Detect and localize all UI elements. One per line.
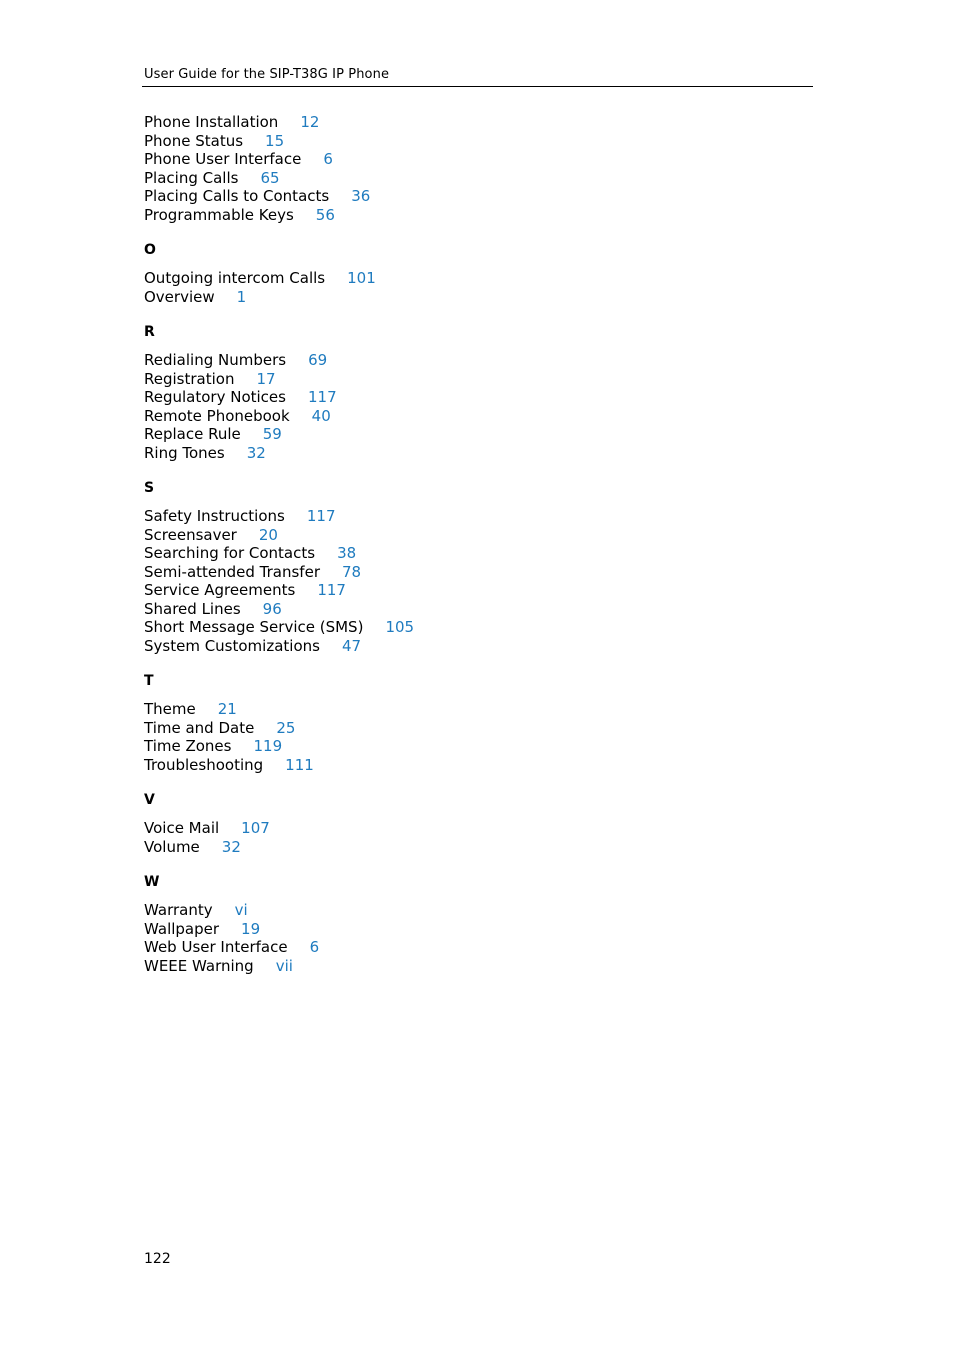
index-page-link[interactable]: 38 xyxy=(337,544,357,562)
index-entry xyxy=(144,838,414,857)
index-page-link[interactable]: 15 xyxy=(265,131,285,150)
index-entry xyxy=(144,563,414,582)
index-page-link[interactable]: 101 xyxy=(347,269,376,287)
index-entry xyxy=(144,113,414,132)
index-term: Phone Installation xyxy=(144,113,279,131)
index-term: Shared Lines xyxy=(144,599,241,618)
page-number: 122 xyxy=(144,1251,171,1267)
index-page-link[interactable]: 6 xyxy=(323,150,333,168)
index-term: Phone Status xyxy=(144,131,244,150)
index-page-link[interactable]: 119 xyxy=(253,737,283,755)
index-page-link[interactable]: 21 xyxy=(217,700,237,718)
index-term: Warranty xyxy=(144,901,213,919)
index-page-link[interactable]: 1 xyxy=(236,287,247,306)
index-section-t xyxy=(144,673,414,774)
index-entry xyxy=(144,526,414,545)
index-page-link[interactable]: 40 xyxy=(311,406,331,425)
index-page-link[interactable]: 117 xyxy=(307,388,337,406)
index-term: Replace Rule xyxy=(144,425,241,443)
index-page-link[interactable]: vi xyxy=(234,901,248,919)
index-term: WEEE Warning xyxy=(144,956,254,975)
index-entry xyxy=(144,206,414,225)
index-term: Screensaver xyxy=(144,525,237,544)
index-entry xyxy=(144,901,414,920)
index-entry xyxy=(144,600,414,619)
index-term: Registration xyxy=(144,369,235,388)
index-term: Time and Date xyxy=(144,718,255,737)
index-section-o xyxy=(144,242,414,306)
header-divider xyxy=(142,86,813,87)
index-term: Overview xyxy=(144,287,215,306)
index-entry xyxy=(144,132,414,151)
section-letter: T xyxy=(144,673,154,689)
index-term: Wallpaper xyxy=(144,919,220,938)
index-entry xyxy=(144,700,414,719)
index-page-link[interactable]: 105 xyxy=(385,618,415,636)
index-section-v xyxy=(144,792,414,856)
index-entry xyxy=(144,150,414,169)
index-entry xyxy=(144,756,414,775)
index-term: Theme xyxy=(144,700,196,718)
index-entry xyxy=(144,507,414,526)
index-entry xyxy=(144,618,414,637)
index-entry xyxy=(144,581,414,600)
index-term: Short Message Service (SMS) xyxy=(144,618,364,636)
index-page-link[interactable]: 20 xyxy=(258,525,278,544)
page-header-title: User Guide for the SIP-T38G IP Phone xyxy=(144,67,390,82)
index-term: Searching for Contacts xyxy=(144,544,316,562)
index-term: Voice Mail xyxy=(144,819,220,837)
index-section-r xyxy=(144,324,414,462)
index-entry xyxy=(144,425,414,444)
index-page-link[interactable]: 78 xyxy=(342,562,362,581)
index-entry xyxy=(144,737,414,756)
index-page-link[interactable]: 96 xyxy=(262,599,282,618)
index-page-link[interactable]: 47 xyxy=(341,636,362,655)
index-page-link[interactable]: 19 xyxy=(241,919,261,938)
index-page-link[interactable]: 117 xyxy=(306,507,336,525)
index-page-link[interactable]: 65 xyxy=(260,168,280,187)
section-letter: W xyxy=(144,874,160,890)
index-term: Semi-attended Transfer xyxy=(144,562,320,581)
index-section-w xyxy=(144,874,414,975)
index-section-continued xyxy=(144,113,414,224)
index-page-link[interactable]: 69 xyxy=(308,351,328,369)
index-entry xyxy=(144,819,414,838)
index-term: Regulatory Notices xyxy=(144,388,286,406)
index-page-link[interactable]: 32 xyxy=(246,443,266,462)
index-entry xyxy=(144,637,414,656)
index-list xyxy=(144,113,414,975)
index-term: Service Agreements xyxy=(144,581,296,599)
index-entry xyxy=(144,444,414,463)
index-term: Volume xyxy=(144,837,200,856)
index-page-link[interactable]: 32 xyxy=(221,837,241,856)
section-letter: O xyxy=(144,242,156,258)
index-term: Placing Calls to Contacts xyxy=(144,187,330,205)
index-entry xyxy=(144,169,414,188)
index-page-link[interactable]: 17 xyxy=(256,369,276,388)
index-term: Phone User Interface xyxy=(144,150,302,168)
index-page-link[interactable]: 25 xyxy=(276,718,296,737)
index-entry xyxy=(144,388,414,407)
index-entry xyxy=(144,187,414,206)
index-page-link[interactable]: 117 xyxy=(317,581,346,599)
index-term: Redialing Numbers xyxy=(144,351,287,369)
index-page-link[interactable]: 107 xyxy=(241,819,270,837)
index-page-link[interactable]: 59 xyxy=(262,425,282,443)
index-entry xyxy=(144,719,414,738)
index-term: Remote Phonebook xyxy=(144,406,290,425)
index-page-link[interactable]: 6 xyxy=(309,938,320,956)
index-section-s xyxy=(144,480,414,655)
index-term: Ring Tones xyxy=(144,443,225,462)
index-page-link[interactable]: vii xyxy=(275,956,293,975)
index-entry xyxy=(144,544,414,563)
index-page-link[interactable]: 36 xyxy=(351,187,371,205)
index-term: Outgoing intercom Calls xyxy=(144,269,326,287)
index-page-link[interactable]: 56 xyxy=(315,205,335,224)
index-term: System Customizations xyxy=(144,636,320,655)
index-term: Time Zones xyxy=(144,737,232,755)
index-entry xyxy=(144,957,414,976)
index-entry xyxy=(144,351,414,370)
section-letter: R xyxy=(144,324,155,340)
index-term: Safety Instructions xyxy=(144,507,285,525)
index-entry xyxy=(144,407,414,426)
index-page-link[interactable]: 111 xyxy=(285,755,314,774)
index-term: Programmable Keys xyxy=(144,205,294,224)
index-entry xyxy=(144,288,414,307)
index-entry xyxy=(144,938,414,957)
section-letter: S xyxy=(144,480,155,496)
section-letter: V xyxy=(144,792,155,808)
index-term: Placing Calls xyxy=(144,168,239,187)
index-term: Troubleshooting xyxy=(144,755,264,774)
index-page-link[interactable]: 12 xyxy=(300,113,320,131)
index-entry xyxy=(144,920,414,939)
index-term: Web User Interface xyxy=(144,938,288,956)
index-entry xyxy=(144,269,414,288)
index-entry xyxy=(144,370,414,389)
